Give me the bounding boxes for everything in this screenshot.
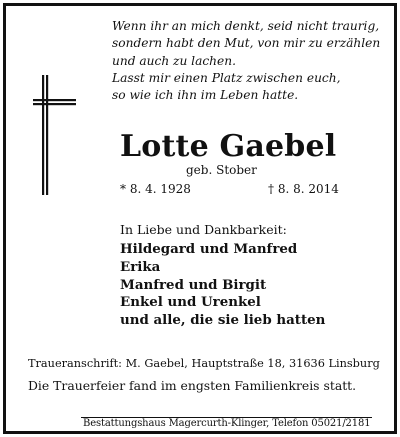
poem-line: sondern habt den Mut, von mir zu erzählen (112, 36, 381, 51)
mourners-intro: In Liebe und Dankbarkeit: (120, 222, 287, 237)
ceremony-note: Die Trauerfeier fand im engsten Familienkreis statt. (28, 378, 357, 393)
mourners-list (120, 241, 325, 330)
poem-line: Lasst mir einen Platz zwischen euch, (112, 70, 341, 85)
cross-icon (33, 75, 76, 195)
deceased-name: Lotte Gaebel (120, 129, 337, 164)
mourner-entry: Manfred und Birgit (120, 276, 267, 293)
maiden-name: geb. Stober (186, 163, 257, 177)
death-date: † 8. 8. 2014 (268, 182, 339, 196)
mourning-address: Traueranschrift: M. Gaebel, Hauptstraße 18, 31636 Linsburg (28, 357, 380, 370)
poem-line: und auch zu lachen. (112, 53, 236, 68)
mourner-entry: Enkel und Urenkel (120, 294, 261, 311)
poem (112, 18, 382, 104)
funeral-home-footer: Bestattungshaus Magercurth-Klinger, Telefon 05021/2181 (83, 418, 371, 429)
mourner-entry: Erika (120, 258, 161, 275)
poem-line: so wie ich ihn im Leben hatte. (112, 88, 299, 103)
mourner-entry: und alle, die sie lieb hatten (120, 312, 326, 329)
poem-line: Wenn ihr an mich denkt, seid nicht traurig, (112, 19, 380, 33)
mourner-entry: Hildegard und Manfred (120, 241, 298, 257)
birth-date: * 8. 4. 1928 (120, 182, 191, 196)
